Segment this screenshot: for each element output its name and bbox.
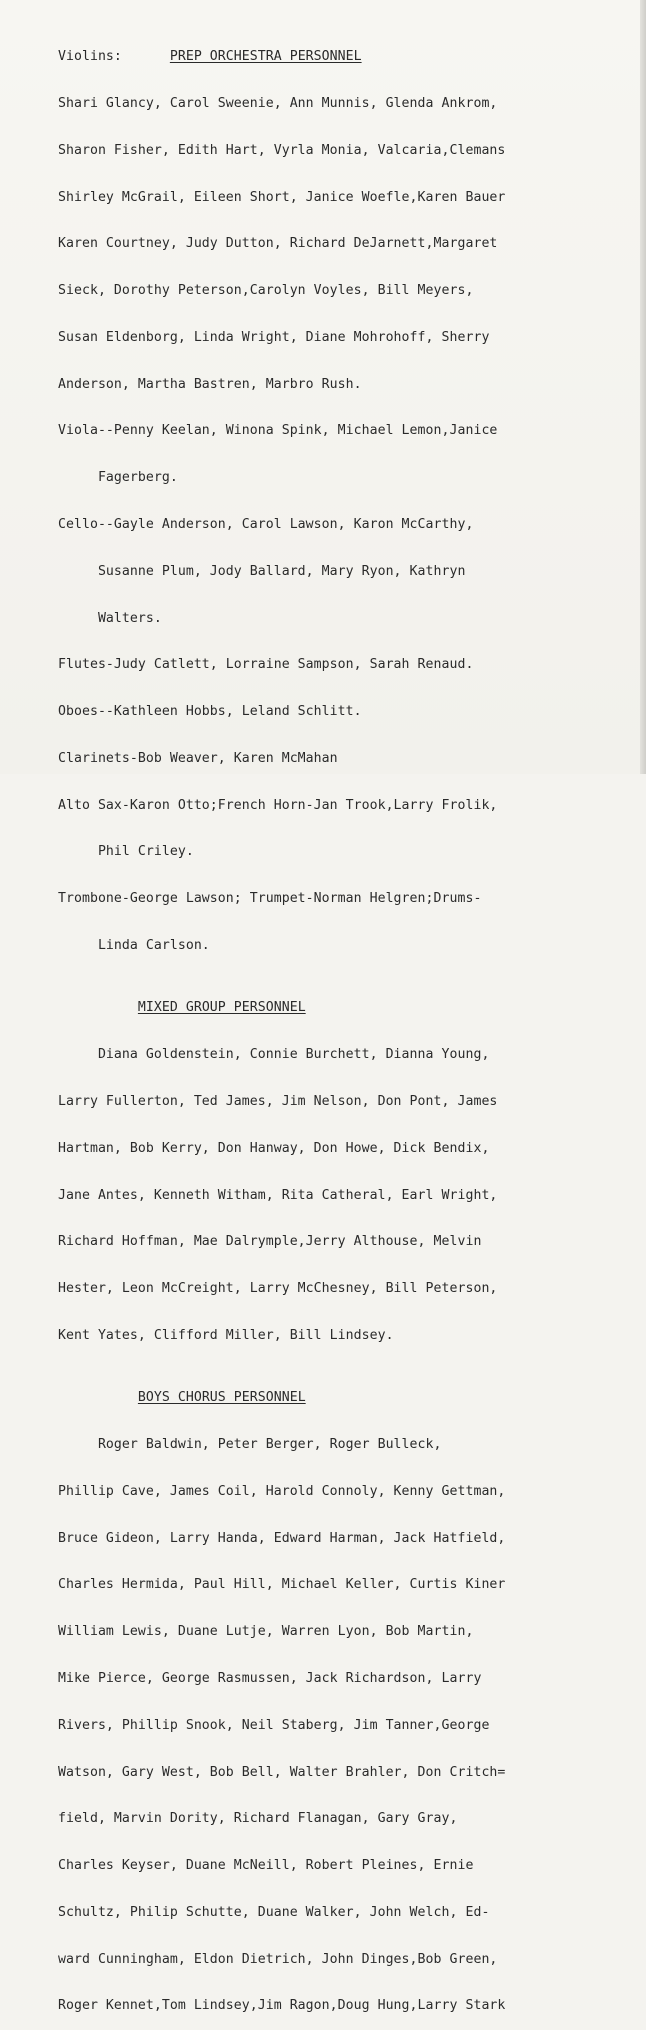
mixed-line: Hester, Leon McCreight, Larry McChesney, Bill Peterson, (58, 1281, 498, 1297)
mixed-group-title: MIXED GROUP PERSONNEL (137, 1000, 306, 1016)
boys-line: Charles Keyser, Duane McNeill, Robert Pleines, Ernie (58, 1858, 474, 1874)
mixed-line: Diana Goldenstein, Connie Burchett, Dianna Young, (58, 1047, 490, 1063)
boys-line: Rivers, Phillip Snook, Neil Staberg, Jim Tanner,George (58, 1717, 490, 1733)
mixed-line: Jane Antes, Kenneth Witham, Rita Catheral, Earl Wright, (58, 1187, 498, 1203)
prep-line: Sharon Fisher, Edith Hart, Vyrla Monia, Valcaria,Clemans (58, 142, 506, 158)
prep-line: Fagerberg. (58, 470, 178, 486)
prep-heading-line (58, 49, 618, 65)
boys-line: field, Marvin Dority, Richard Flanagan, Gary Gray, (58, 1811, 458, 1827)
mixed-line: Hartman, Bob Kerry, Don Hanway, Don Howe, Dick Bendix, (58, 1140, 490, 1156)
prep-line: Susan Eldenborg, Linda Wright, Diane Mohrohoff, Sherry (58, 329, 490, 345)
boys-line: William Lewis, Duane Lutje, Warren Lyon, Bob Martin, (58, 1624, 474, 1640)
prep-line: Anderson, Martha Bastren, Marbro Rush. (58, 376, 362, 392)
boys-line: Mike Pierce, George Rasmussen, Jack Richardson, Larry (58, 1670, 482, 1686)
prep-line: Viola--Penny Keelan, Winona Spink, Michael Lemon,Janice (58, 423, 498, 439)
boys-line: Bruce Gideon, Larry Handa, Edward Harman, Jack Hatfield, (58, 1530, 506, 1546)
violins-label: Violins: (58, 49, 122, 65)
prep-line: Shari Glancy, Carol Sweenie, Ann Munnis, Glenda Ankrom, (58, 95, 498, 111)
prep-line: Clarinets-Bob Weaver, Karen McMahan (58, 750, 338, 766)
boys-line: Watson, Gary West, Bob Bell, Walter Brahler, Don Critch= (58, 1764, 506, 1780)
boys-heading-line (58, 1390, 618, 1406)
prep-line: Walters. (58, 610, 162, 626)
prep-line: Oboes--Kathleen Hobbs, Leland Schlitt. (58, 704, 362, 720)
boys-line: Schultz, Philip Schutte, Duane Walker, John Welch, Ed- (58, 1904, 490, 1920)
mixed-heading-line (58, 1000, 618, 1016)
boys-line: Phillip Cave, James Coil, Harold Connoly, Kenny Gettman, (58, 1483, 506, 1499)
typed-document (58, 18, 618, 2030)
mixed-line: Richard Hoffman, Mae Dalrymple,Jerry Althouse, Melvin (58, 1234, 482, 1250)
prep-line: Cello--Gayle Anderson, Carol Lawson, Karon McCarthy, (58, 517, 474, 532)
prep-line: Karen Courtney, Judy Dutton, Richard DeJarnett,Margaret (58, 236, 498, 252)
prep-line: Susanne Plum, Jody Ballard, Mary Ryon, Kathryn (58, 563, 466, 579)
boys-line: ward Cunningham, Eldon Dietrich, John Dinges,Bob Green, (58, 1951, 498, 1967)
prep-line: Flutes-Judy Catlett, Lorraine Sampson, Sarah Renaud. (58, 657, 474, 673)
boys-chorus-title: BOYS CHORUS PERSONNEL (137, 1390, 306, 1406)
prep-line: Shirley McGrail, Eileen Short, Janice Woefle,Karen Bauer (58, 189, 506, 205)
boys-line: Roger Kennet,Tom Lindsey,Jim Ragon,Doug Hung,Larry Stark (58, 1998, 506, 2014)
mixed-line: Kent Yates, Clifford Miller, Bill Lindsey. (58, 1327, 394, 1343)
prep-line: Trombone-George Lawson; Trumpet-Norman Helgren;Drums- (58, 891, 482, 907)
prep-line: Phil Criley. (58, 844, 194, 860)
mixed-line: Larry Fullerton, Ted James, Jim Nelson, Don Pont, James (58, 1093, 498, 1109)
boys-line: Charles Hermida, Paul Hill, Michael Keller, Curtis Kiner (58, 1577, 506, 1593)
prep-line: Alto Sax-Karon Otto;French Horn-Jan Trook,Larry Frolik, (58, 797, 498, 813)
boys-line: Roger Baldwin, Peter Berger, Roger Bulleck, (58, 1437, 442, 1453)
page-edge (640, 0, 646, 774)
prep-orchestra-title: PREP ORCHESTRA PERSONNEL (169, 49, 362, 65)
prep-line: Sieck, Dorothy Peterson,Carolyn Voyles, Bill Meyers, (58, 283, 474, 299)
prep-line: Linda Carlson. (58, 938, 210, 954)
